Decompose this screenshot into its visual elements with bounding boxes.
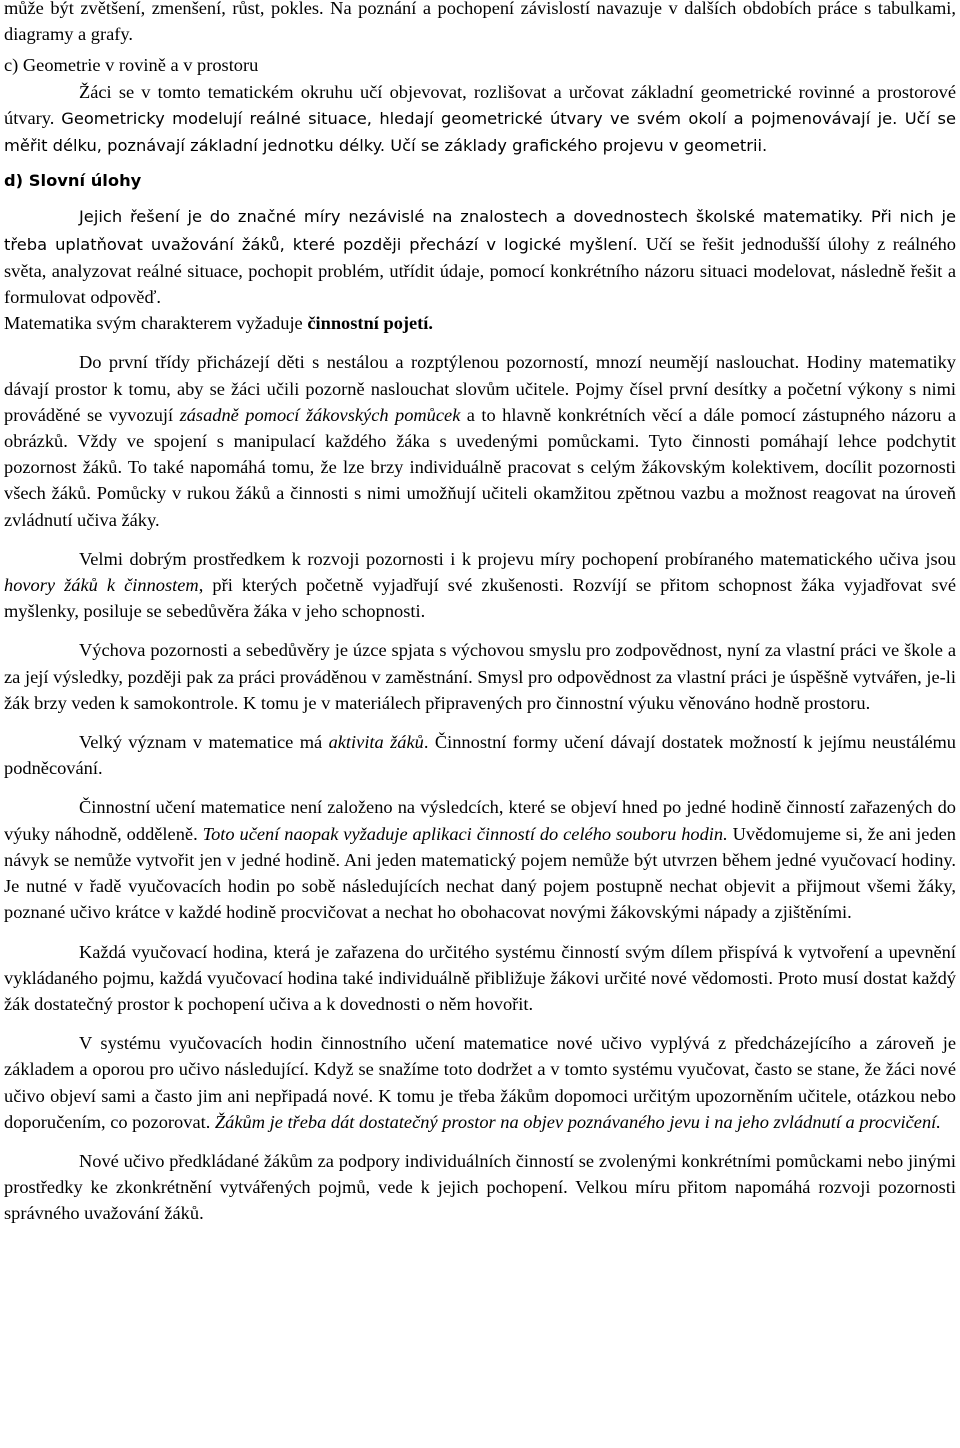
text-run: Velmi dobrým prostředkem k rozvoji pozornosti i k projevu míry pochopení probíraného matematického učiva jsou (79, 548, 956, 569)
paragraph-activity (4, 729, 956, 781)
paragraph-system (4, 1030, 956, 1135)
paragraph-lesson: Každá vyučovací hodina, která je zařazena do určitého systému činností svým dílem přispívá k vytvoření a upevnění vykládaného pojmu, každá vyučovací hodina také individuálně přibližuje žákovi určité nové vědomosti. Proto musí dostat každý žák dostatečný prostor k pochopení učiva a k dovednosti o něm hovořit. (4, 941, 956, 1014)
italic-run: aktivita žáků (328, 732, 424, 753)
italic-run: hovory žáků k činnostem (4, 575, 199, 596)
section-c-heading: c) Geometrie v rovině a v prostoru (4, 55, 259, 76)
section-d-text-1: Jejich řešení je do značné míry nezávislé na znalostech a dovednostech školské matematiky. Při nich je třeba uplatňovat uvažování žáků, které později přechází v logické myšlení. (4, 207, 956, 254)
italic-run: Toto učení naopak vyžaduje aplikaci činností do celého souboru hodin. (202, 823, 728, 844)
italic-run: Žákům je třeba dát dostatečný prostor na objev poznávaného jevu i na jeho zvládnutí a procvičení. (214, 1111, 941, 1132)
section-c-text-2: Geometricky modelují reálné situace, hledají geometrické útvary ve svém okolí a pojmenovávají je. Učí se měřit délku, poznávají základní jednotku délky. Učí se základy grafického projevu v geometrii. (4, 108, 956, 156)
text-run: . Činnostní formy učení dávají dostatek možností k jejímu neustálému podněcování. (4, 732, 957, 779)
section-c-paragraph (4, 79, 956, 160)
section-d-paragraph (4, 203, 956, 310)
italic-run: zásadně pomocí žákovských pomůcek (179, 404, 461, 425)
text-run: V systému vyučovacích hodin činnostního učení matematice nové učivo vyplývá z předcházejícího a zároveň je základem a oporou pro učivo následující. Když se snažíme toto dodržet a v tomto systému vyučovat, často se stane, že žáci nové učivo objeví sami a často jim ani nepřipadá nové. K tomu je třeba žákům dopomoci určitým upozorněním učitele, otázkou nebo doporučením, co pozorovat. (4, 1033, 956, 1132)
intro-paragraph: může být zvětšení, zmenšení, růst, pokles. Na poznání a pochopení závislostí navazuje v dalších obdobích práce s tabulkami, diagramy a grafy. (4, 0, 956, 45)
text-run: Do první třídy přicházejí děti s nestálou a rozptýlenou pozorností, mnozí neumějí naslouchat. Hodiny matematiky dávají prostor k tomu, aby se žáci učili pozorně naslouchat slovům učitele. Pojmy čísel první desítky a početní výkony s nimi prováděné se vyvozují (4, 352, 956, 425)
paragraph-activity-learning (4, 794, 956, 925)
paragraph-conversations (4, 546, 956, 625)
section-d-closing (4, 310, 956, 336)
section-c-text-1: Žáci se v tomto tematickém okruhu učí objevovat, rozlišovat a určovat základní geometrické rovinné a prostorové útvary. (4, 81, 956, 128)
text-run: Velký význam v matematice má (79, 732, 329, 753)
text-run: Uvědomujeme si, že ani jeden návyk se nemůže vytvořit jen v jedné hodině. Ani jeden matematický pojem nemůže být utvrzen během jedné vyučovací hodiny. Je nutné v řadě vyučovacích hodin po sobě následujících nechat daný pojem postupně nechat objevit a přijmout všemi žáky, poznané učivo krátce v každé hodině procvičovat a nechat ho obohacovat novými žákovskými nápady a zjištěními. (4, 823, 956, 923)
section-d-text-2: Učí se řešit jednodušší úlohy z reálného světa, analyzovat reálné situace, pochopit problém, utřídit údaje, pomocí konkrétního názoru situaci modelovat, následně řešit a formulovat odpověď. (4, 233, 956, 308)
paragraph-new-material: Nové učivo předkládané žákům za podpory individuálních činností se zvolenými konkrétními pomůckami nebo jinými prostředky ke zkonkrétnění vytvářených pojmů, vede k jejich pochopení. Velkou míru přitom napomáhá rozvoji pozornosti správného uvažování žáků. (4, 1150, 956, 1224)
section-d-closing-text: Matematika svým charakterem vyžaduje (4, 313, 308, 334)
text-run: Činnostní učení matematice není založeno na výsledcích, které se objeví hned po jedné hodině činností zařazených do výuky náhodně, odděleně. (4, 797, 956, 844)
paragraph-responsibility: Výchova pozornosti a sebedůvěry je úzce spjata s výchovou smyslu pro zodpovědnost, nyní za vlastní práci ve škole a za její výsledky, později pak za práci prováděnou v zaměstnání. Smysl pro odpovědnost za vlastní práci je úspěšně vytvářen, je-li žák brzy veden k samokontrole. K tomu je v materiálech připravených pro činnostní výuku věnováno hodně prostoru. (4, 640, 956, 713)
section-d-heading: d) Slovní úlohy (4, 171, 142, 191)
section-d-closing-bold: činnostní pojetí. (307, 313, 434, 334)
text-run: a to hlavně konkrétních věcí a dále pomocí zástupného názoru a obrázků. Vždy ve spojení s manipulací každého žáka s uvedenými pomůckami. Tyto činnosti pomáhají lehce podchytit pozornost žáků. To také napomáhá tomu, že lze brzy individuálně pracovat s celým žákovským kolektivem, docílit pozornosti všech žáků. Pomůcky v rukou žáků a činnosti s nimi umožňují učiteli okamžitou zpětnou vazbu a možnost reagovat na úroveň zvládnutí učiva žáky. (4, 404, 956, 530)
paragraph-attention (4, 349, 956, 532)
text-run: , při kterých početně vyjadřují své zkušenosti. Rozvíjí se přitom schopnost žáka vyjadřovat své myšlenky, posiluje se sebedůvěra žáka v jeho schopnosti. (4, 575, 956, 622)
